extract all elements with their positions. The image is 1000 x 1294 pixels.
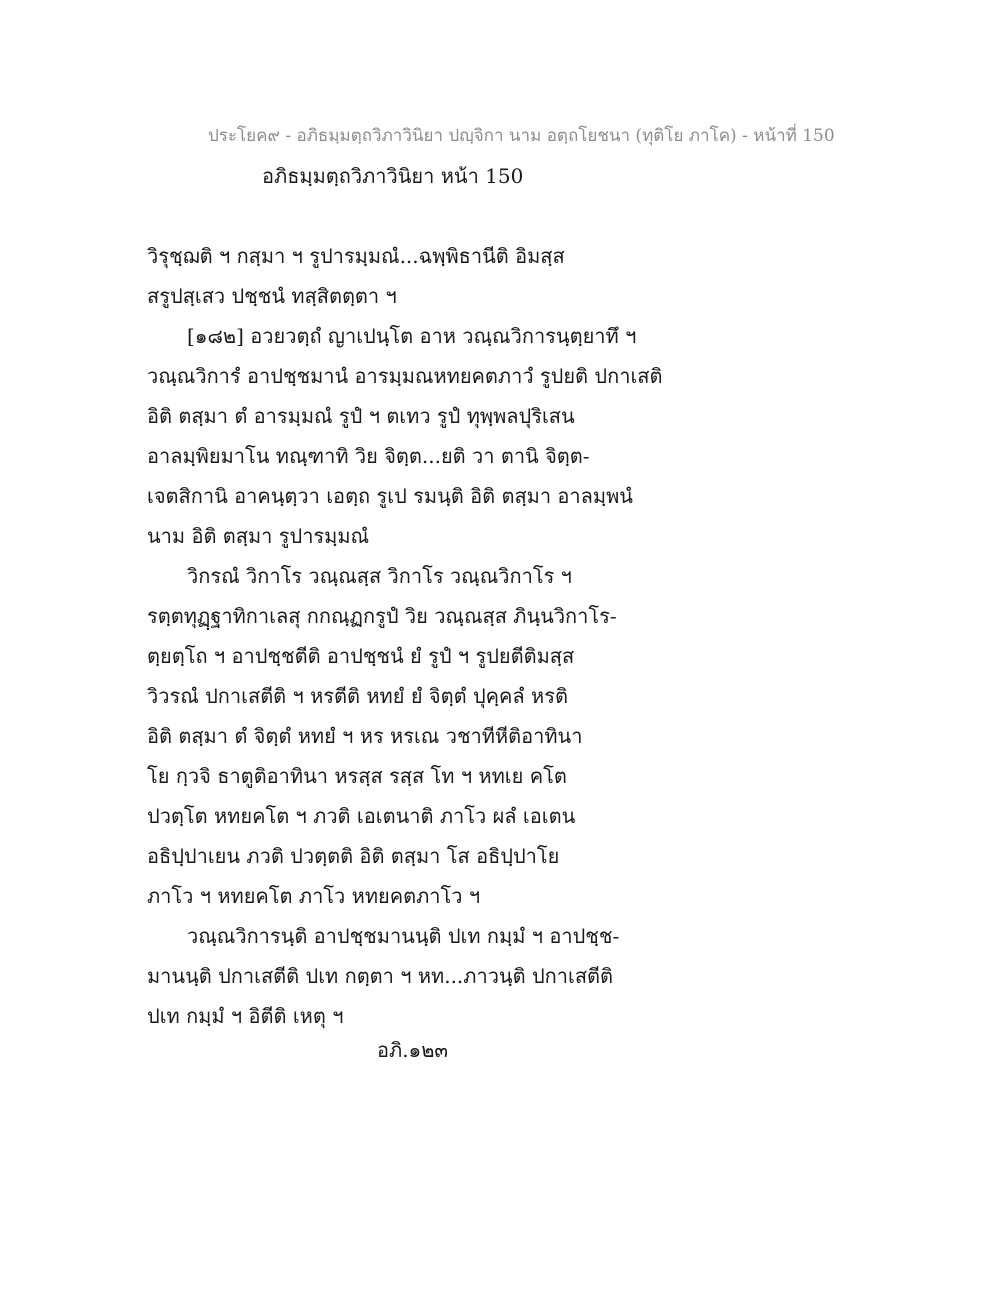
body-text — [147, 236, 867, 1036]
body-line-11: ตฺยตฺโถ ฯ อาปชฺชตีติ อาปชฺชนํ ยํ รูปํ ฯ รูปยตีติมสฺส — [147, 644, 575, 668]
running-header: ประโยค๙ - อภิธมฺมตฺถวิภาวินิยา ปญฺจิกา นาม อตฺถโยชนา (ทุติโย ภาโค) - หน้าที่ 150 — [208, 126, 835, 146]
page-number: อภิ.๑๒๓ — [377, 1038, 449, 1062]
body-line-8: นาม อิติ ตสฺมา รูปารมฺมณํ — [147, 524, 370, 548]
body-line-7: เจตสิกานิ อาคนฺตฺวา เอตฺถ รูเป รมนฺติ อิติ ตสฺมา อาลมฺพนํ — [147, 484, 633, 508]
body-line-9: วิกรณํ วิกาโร วณฺณสฺส วิกาโร วณฺณวิกาโร ฯ — [187, 564, 572, 588]
body-line-5: อิติ ตสฺมา ตํ อารมฺมณํ รูปํ ฯ ตเทว รูปํ ทุพฺพลปุริเสน — [147, 404, 575, 428]
body-line-18: วณฺณวิการนฺติ อาปชฺชมานนฺติ ปเท กมฺมํ ฯ อาปชฺช- — [187, 924, 620, 948]
body-line-6: อาลมฺพิยมาโน ทณฺฑาทิ วิย จิตฺต...ยติ วา ตานิ จิตฺต- — [147, 444, 590, 468]
body-line-2: สรูปสฺเสว ปชฺชนํ ทสฺสิตตฺตา ฯ — [147, 284, 397, 308]
body-line-20: ปเท กมฺมํ ฯ อิตีติ เหตุ ฯ — [147, 1004, 344, 1028]
body-line-3: [๑๘๒] อวยวตฺถํ ญาเปนฺโต อาห วณฺณวิการนฺตฺยาทึ ฯ — [187, 324, 637, 348]
body-line-14: โย กฺวจิ ธาตูติอาทินา หรสฺส รสฺส โท ฯ หทเย คโต — [147, 764, 567, 788]
body-line-10: รตฺตทุฏฺฐาทิกาเลสุ กกณฺฏกรูปํ วิย วณฺณสฺส ภินฺนวิกาโร- — [147, 604, 617, 628]
body-line-13: อิติ ตสฺมา ตํ จิตฺตํ หทยํ ฯ หร หรเณ วชาทีหีติอาทินา — [147, 724, 583, 748]
body-line-17: ภาโว ฯ หทยคโต ภาโว หทยคตภาโว ฯ — [147, 884, 481, 908]
page-title: อภิธมฺมตฺถวิภาวินิยา หน้า 150 — [262, 164, 524, 188]
body-line-12: วิวรณํ ปกาเสตีติ ฯ หรตีติ หทยํ ยํ จิตฺตํ ปุคฺคลํ หรติ — [147, 684, 568, 708]
body-line-16: อธิปฺปาเยน ภวติ ปวตฺตติ อิติ ตสฺมา โส อธิปฺปาโย — [147, 844, 560, 868]
body-line-15: ปวตฺโต หทยคโต ฯ ภวติ เอเตนาติ ภาโว ผลํ เอเตน — [147, 804, 576, 828]
body-line-1: วิรุชฺฌติ ฯ กสฺมา ฯ รูปารมฺมณํ...ฉพฺพิธานีติ อิมสฺส — [147, 244, 565, 268]
body-line-19: มานนฺติ ปกาเสตีติ ปเท กตฺตา ฯ หท...ภาวนฺติ ปกาเสตีติ — [147, 964, 614, 988]
body-line-4: วณฺณวิการํ อาปชฺชมานํ อารมฺมณหทยคตภาวํ รูปยติ ปกาเสติ — [147, 364, 663, 388]
